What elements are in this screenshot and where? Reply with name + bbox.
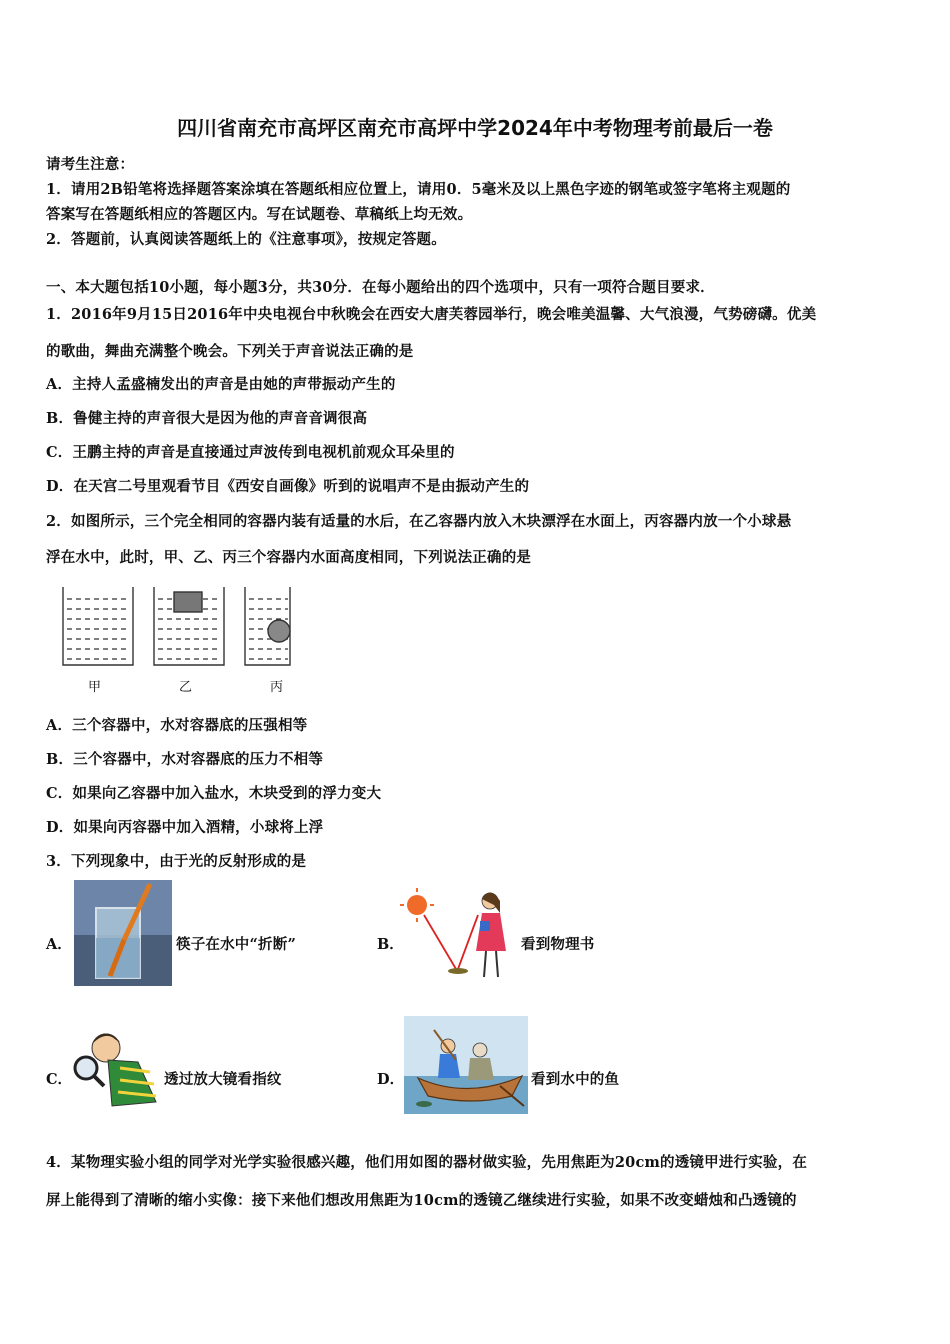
- notice-heading: 请考生注意：: [46, 156, 135, 173]
- q3-option-d-label: D．: [377, 1071, 405, 1088]
- q3-option-b-text: 看到物理书: [521, 936, 595, 953]
- container-yi: [154, 587, 224, 665]
- label-jia: 甲: [88, 680, 102, 695]
- q3-option-c-label: C．: [46, 1071, 73, 1088]
- reading-book-image: [400, 885, 518, 985]
- container-bing: [245, 587, 290, 665]
- containers-figure: [58, 585, 298, 670]
- notice-line-3: 2．答题前，认真阅读答题纸上的《注意事项》，按规定答题。: [46, 231, 446, 248]
- label-bing: 丙: [270, 680, 284, 695]
- magnifier-image: [72, 1030, 160, 1108]
- page-title: 四川省南充市高坪区南充市高坪中学2024年中考物理考前最后一卷: [177, 116, 773, 140]
- notice-line-2: 答案写在答题纸相应的答题区内。写在试题卷、草稿纸上均无效。: [46, 206, 473, 223]
- q1-option-b: B．鲁健主持的声音很大是因为他的声音音调很高: [46, 410, 368, 427]
- q1-stem-line-1: 1．2016年9月15日2016年中央电视台中秋晚会在西安大唐芙蓉园举行，晚会唯美温馨、大气浪漫，气势磅礴。优美: [46, 306, 817, 323]
- q4-stem-line-1: 4．某物理实验小组的同学对光学实验很感兴趣，他们用如图的器材做实验，先用焦距为20cm的透镜甲进行实验，在: [46, 1154, 808, 1171]
- q2-option-d: D．如果向丙容器中加入酒精，小球将上浮: [46, 819, 324, 836]
- q3-option-c-text: 透过放大镜看指纹: [164, 1071, 282, 1088]
- q2-option-c: C．如果向乙容器中加入盐水，木块受到的浮力变大: [46, 785, 382, 802]
- chopstick-in-water-image: [74, 880, 172, 986]
- q4-stem-line-2: 屏上能得到了清晰的缩小实像：接下来他们想改用焦距为10cm的透镜乙继续进行实验，如果不改变蜡烛和凸透镜的: [46, 1192, 797, 1209]
- q2-option-b: B．三个容器中，水对容器底的压力不相等: [46, 751, 324, 768]
- q2-option-a: A．三个容器中，水对容器底的压强相等: [46, 717, 308, 734]
- q3-option-a-label: A．: [46, 936, 72, 953]
- ball: [268, 620, 290, 642]
- fishing-boat-image: [404, 1016, 528, 1114]
- label-yi: 乙: [179, 680, 193, 695]
- q1-stem-line-2: 的歌曲，舞曲充满整个晚会。下列关于声音说法正确的是: [46, 343, 414, 360]
- q1-option-c: C．王鹏主持的声音是直接通过声波传到电视机前观众耳朵里的: [46, 444, 455, 461]
- container-jia: [63, 587, 133, 665]
- q3-option-d-text: 看到水中的鱼: [531, 1071, 620, 1088]
- section-heading: 一、本大题包括10小题，每小题3分，共30分．在每小题给出的四个选项中，只有一项符合题目要求．: [46, 279, 715, 296]
- notice-line-1: 1．请用2B铅笔将选择题答案涂填在答题纸相应位置上，请用0．5毫米及以上黑色字迹的钢笔或签字笔将主观题的: [46, 181, 791, 198]
- q2-stem-line-1: 2．如图所示，三个完全相同的容器内装有适量的水后，在乙容器内放入木块漂浮在水面上，丙容器内放一个小球悬: [46, 513, 792, 530]
- q1-option-d: D．在天宫二号里观看节目《西安自画像》听到的说唱声不是由振动产生的: [46, 478, 530, 495]
- q2-stem-line-2: 浮在水中，此时，甲、乙、丙三个容器内水面高度相同，下列说法正确的是: [46, 549, 532, 566]
- q3-stem: 3．下列现象中，由于光的反射形成的是: [46, 853, 307, 870]
- wood-block: [174, 592, 202, 612]
- q1-option-a: A．主持人孟盛楠发出的声音是由她的声带振动产生的: [46, 376, 396, 393]
- q3-option-a-text: 筷子在水中“折断”: [176, 936, 296, 953]
- q3-option-b-label: B．: [377, 936, 404, 953]
